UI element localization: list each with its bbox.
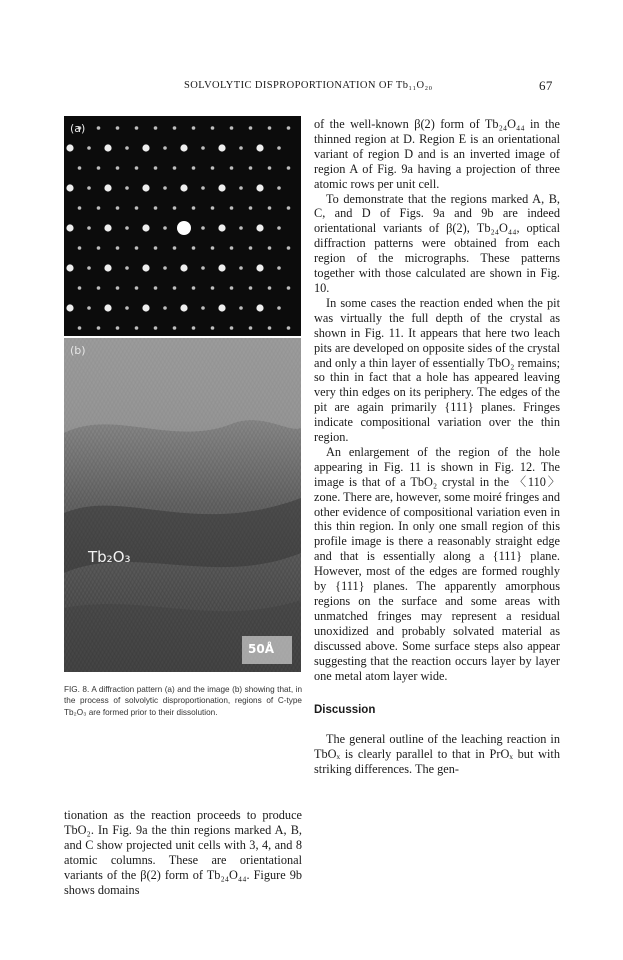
diffraction-spot bbox=[66, 264, 73, 271]
hrem-image-panel bbox=[64, 338, 301, 672]
diffraction-spot bbox=[287, 286, 291, 290]
left-column-text bbox=[64, 808, 302, 897]
diffraction-spot bbox=[180, 184, 187, 191]
diffraction-spot bbox=[287, 326, 291, 330]
panel-a-label: (a) bbox=[70, 122, 86, 135]
diffraction-spot bbox=[218, 264, 225, 271]
diffraction-spot bbox=[173, 206, 177, 210]
diffraction-spot bbox=[192, 286, 196, 290]
diffraction-spot bbox=[268, 166, 272, 170]
diffraction-spot bbox=[256, 304, 263, 311]
right-column-text bbox=[314, 117, 560, 777]
diffraction-spot bbox=[154, 326, 158, 330]
diffraction-spot bbox=[97, 206, 101, 210]
diffraction-spot bbox=[142, 264, 149, 271]
diffraction-spot bbox=[249, 166, 253, 170]
figure-caption: FIG. 8. A diffraction pattern (a) and the image (b) showing that, in the process of solvolytic disproportionation, regions of C-type Tb₂O₃ are formed prior to their dissolution. bbox=[64, 685, 302, 717]
diffraction-spot bbox=[277, 146, 281, 150]
diffraction-spot bbox=[135, 206, 139, 210]
diffraction-spot bbox=[192, 206, 196, 210]
diffraction-spot bbox=[211, 126, 215, 130]
tb2o3-label: Tb₂O₃ bbox=[88, 548, 131, 566]
diffraction-spot bbox=[135, 166, 139, 170]
diffraction-spot bbox=[173, 246, 177, 250]
diffraction-spot bbox=[142, 224, 149, 231]
diffraction-spot bbox=[125, 266, 129, 270]
diffraction-spot bbox=[249, 126, 253, 130]
diffraction-spot bbox=[154, 206, 158, 210]
diffraction-spot bbox=[268, 246, 272, 250]
diffraction-spot bbox=[201, 226, 205, 230]
diffraction-spot bbox=[97, 166, 101, 170]
diffraction-spot bbox=[218, 184, 225, 191]
lattice-image bbox=[64, 338, 301, 672]
diffraction-spot bbox=[201, 266, 205, 270]
figure-8 bbox=[64, 116, 301, 672]
paragraph: In some cases the reaction ended when the pit was virtually the full depth of the crystal as shown in Fig. 11. It appears that here two leach pits are developed on opposite sides of the crystal and only a thin layer of essentially TbO₂ remains; so thin in fact that a hole has appeared leaving very thin edges on its periphery. The edges of the pit are again primarily {111} planes. Fringes indicate compositional variation over the thin region. bbox=[314, 295, 560, 445]
running-header bbox=[0, 78, 623, 96]
diffraction-spot bbox=[277, 226, 281, 230]
diffraction-spot bbox=[211, 286, 215, 290]
paragraph: To demonstrate that the regions marked A, B, C, and D of Figs. 9a and 9b are indeed orientational variants of β(2), Tb₂₄O₄₄, optical diffraction patterns were obtained from each region of the micrographs. These patterns together with those calculated are shown in Fig. 10. bbox=[314, 191, 560, 295]
diffraction-spot bbox=[142, 184, 149, 191]
diffraction-spot bbox=[249, 206, 253, 210]
diffraction-spot bbox=[211, 206, 215, 210]
diffraction-spot bbox=[192, 126, 196, 130]
scale-bar-label: 50Å bbox=[248, 642, 274, 656]
diffraction-spot bbox=[268, 326, 272, 330]
panel-b-label: (b) bbox=[70, 344, 86, 357]
diffraction-spot bbox=[201, 146, 205, 150]
diffraction-spot bbox=[78, 246, 82, 250]
diffraction-spot bbox=[239, 266, 243, 270]
diffraction-spot bbox=[78, 326, 82, 330]
diffraction-spot bbox=[268, 286, 272, 290]
diffraction-spot bbox=[104, 264, 111, 271]
diffraction-spot bbox=[249, 286, 253, 290]
diffraction-spot bbox=[135, 246, 139, 250]
diffraction-spot bbox=[66, 304, 73, 311]
diffraction-spot bbox=[230, 206, 234, 210]
diffraction-spot bbox=[180, 144, 187, 151]
scale-bar bbox=[242, 636, 292, 664]
diffraction-spot bbox=[135, 286, 139, 290]
diffraction-spot bbox=[116, 206, 120, 210]
diffraction-spot bbox=[256, 224, 263, 231]
diffraction-spot bbox=[116, 126, 120, 130]
diffraction-spot bbox=[87, 186, 91, 190]
diffraction-spot bbox=[192, 246, 196, 250]
diffraction-spot bbox=[201, 306, 205, 310]
diffraction-spot bbox=[173, 126, 177, 130]
diffraction-spot bbox=[287, 166, 291, 170]
diffraction-spot bbox=[66, 184, 73, 191]
diffraction-spot bbox=[78, 166, 82, 170]
diffraction-spot bbox=[268, 206, 272, 210]
diffraction-spot bbox=[97, 246, 101, 250]
diffraction-spot bbox=[104, 224, 111, 231]
diffraction-spot bbox=[230, 246, 234, 250]
diffraction-spot bbox=[87, 306, 91, 310]
diffraction-spot bbox=[211, 326, 215, 330]
diffraction-spot bbox=[173, 286, 177, 290]
diffraction-spot bbox=[239, 186, 243, 190]
diffraction-spot bbox=[192, 326, 196, 330]
diffraction-spot bbox=[66, 144, 73, 151]
diffraction-spot bbox=[287, 206, 291, 210]
diffraction-spot bbox=[116, 246, 120, 250]
diffraction-spot bbox=[268, 126, 272, 130]
diffraction-spot bbox=[173, 166, 177, 170]
diffraction-spot bbox=[211, 166, 215, 170]
diffraction-spot bbox=[163, 266, 167, 270]
diffraction-spot bbox=[116, 166, 120, 170]
diffraction-spot bbox=[154, 166, 158, 170]
diffraction-spot bbox=[180, 264, 187, 271]
diffraction-spot bbox=[287, 246, 291, 250]
diffraction-spot bbox=[256, 184, 263, 191]
diffraction-spot bbox=[163, 226, 167, 230]
diffraction-spot bbox=[180, 304, 187, 311]
section-heading: Discussion bbox=[314, 704, 376, 717]
diffraction-spot bbox=[230, 166, 234, 170]
diffraction-spot bbox=[97, 326, 101, 330]
diffraction-spot bbox=[230, 326, 234, 330]
running-title: SOLVOLYTIC DISPROPORTIONATION OF Tb₁₁O₂₀ bbox=[184, 80, 433, 91]
diffraction-spot bbox=[104, 184, 111, 191]
diffraction-spot bbox=[277, 306, 281, 310]
diffraction-spot bbox=[125, 226, 129, 230]
diffraction-spot bbox=[218, 304, 225, 311]
diffraction-spot bbox=[287, 126, 291, 130]
diffraction-spot bbox=[125, 146, 129, 150]
diffraction-spot bbox=[104, 304, 111, 311]
diffraction-spot bbox=[277, 266, 281, 270]
diffraction-spot bbox=[230, 126, 234, 130]
diffraction-spot bbox=[87, 146, 91, 150]
diffraction-spot bbox=[135, 126, 139, 130]
diffraction-spot bbox=[277, 186, 281, 190]
paragraph: of the well-known β(2) form of Tb₂₄O₄₄ in the thinned region at D. Region E is an orientational variant of region D and is an inverted image of region A of Fig. 9a having a projection of three atomic rows per unit cell. bbox=[314, 117, 560, 191]
diffraction-spot bbox=[66, 224, 73, 231]
diffraction-spot bbox=[239, 226, 243, 230]
diffraction-spot bbox=[154, 246, 158, 250]
diffraction-spot bbox=[239, 146, 243, 150]
diffraction-spot bbox=[87, 266, 91, 270]
diffraction-spot bbox=[218, 224, 225, 231]
page-number: 67 bbox=[539, 78, 553, 93]
diffraction-spot bbox=[87, 226, 91, 230]
diffraction-spot bbox=[173, 326, 177, 330]
diffraction-spot bbox=[142, 304, 149, 311]
diffraction-spot bbox=[125, 306, 129, 310]
paragraph: An enlargement of the region of the hole appearing in Fig. 11 is shown in Fig. 12. The image is that of a TbO₂ crystal in the 〈110〉 zone. There are, however, some moiré fringes and other evidence of compositional variation even in this thin region. In only one small region of this profile image is there a reasonably straight edge and that is essentially along a {111} plane. However, most of the edges are formed roughly by {111} planes. The apparently amorphous regions on the surface and some areas with unmatched fringes may represent a residual unoxidized and probably solvated material as discussed above. Some surface steps also appear suggesting that the reaction occurs layer by layer one metal atom layer wide. bbox=[314, 444, 560, 683]
diffraction-spot bbox=[211, 246, 215, 250]
diffraction-spot bbox=[97, 286, 101, 290]
diffraction-spot bbox=[78, 206, 82, 210]
diffraction-spot bbox=[104, 144, 111, 151]
diffraction-spot bbox=[154, 286, 158, 290]
diffraction-spot bbox=[249, 326, 253, 330]
diffraction-spot bbox=[256, 144, 263, 151]
diffraction-spot bbox=[163, 186, 167, 190]
diffraction-spot bbox=[154, 126, 158, 130]
diffraction-spot bbox=[78, 286, 82, 290]
diffraction-spot bbox=[249, 246, 253, 250]
diffraction-spot bbox=[239, 306, 243, 310]
diffraction-spot bbox=[163, 146, 167, 150]
diffraction-spot bbox=[218, 144, 225, 151]
diffraction-spot bbox=[142, 144, 149, 151]
diffraction-spot bbox=[201, 186, 205, 190]
diffraction-spot bbox=[135, 326, 139, 330]
diffraction-spot bbox=[125, 186, 129, 190]
diffraction-spot bbox=[177, 221, 191, 235]
diffraction-spot bbox=[97, 126, 101, 130]
diffraction-spot bbox=[192, 166, 196, 170]
diffraction-pattern-panel bbox=[64, 116, 301, 336]
left-paragraph: tionation as the reaction proceeds to produce TbO₂. In Fig. 9a the thin regions marked A, B, and C show projected unit cells with 3, 4, and 8 atomic columns. These are orientational variants of the β(2) form of Tb₂₄O₄₄. Figure 9b shows domains bbox=[64, 808, 302, 897]
discussion-paragraph: The general outline of the leaching reaction in TbOₓ is clearly parallel to that in PrOₓ but with striking differences. The gen- bbox=[314, 732, 560, 777]
diffraction-pattern-image bbox=[64, 116, 301, 336]
diffraction-spot bbox=[256, 264, 263, 271]
diffraction-spot bbox=[230, 286, 234, 290]
diffraction-spot bbox=[116, 286, 120, 290]
diffraction-spot bbox=[116, 326, 120, 330]
diffraction-spot bbox=[163, 306, 167, 310]
